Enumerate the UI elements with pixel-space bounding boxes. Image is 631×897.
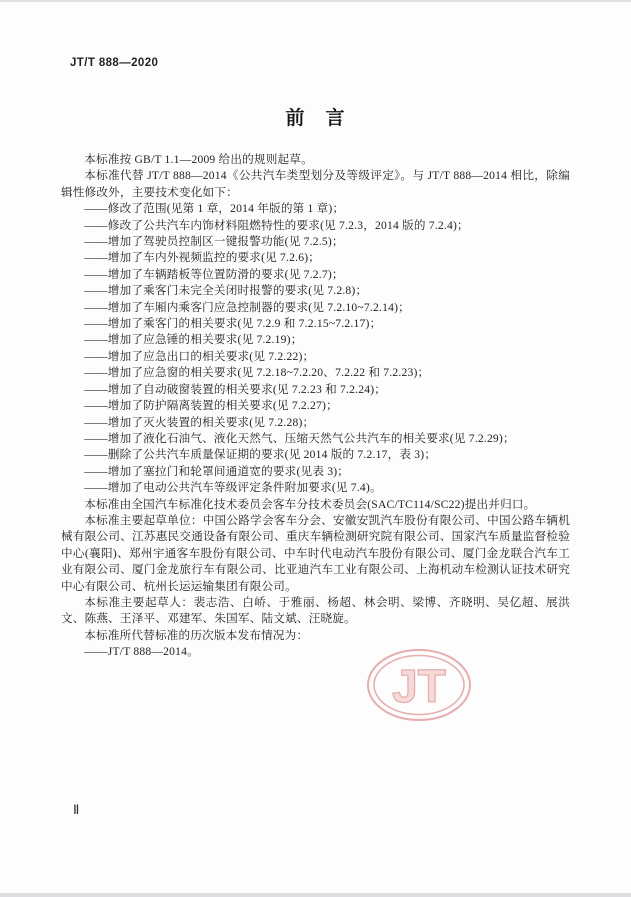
change-list-item: ——增加了车厢内乘客门应急控制器的要求(见 7.2.10~7.2.14)； <box>84 300 410 314</box>
body-paragraph: 本标准主要起草单位：中国公路学会客车分会、安徽安凯汽车股份有限公司、中国公路车辆机械有限公司、江苏惠民交通设备有限公司、重庆车辆检测研究院有限公司、国家汽车质量监督检验中心(襄阳)、郑州宇通客车股份有限公司、中车时代电动汽车股份有限公司、厦门金龙联合汽车工业有限公司、厦门金龙旅行车有限公司、比亚迪汽车工业有限公司、上海机动车检测认证技术研究中心有限公司、杭州长运运输集团有限公司。 <box>61 513 570 593</box>
change-list-item: ——增加了液化石油气、液化天然气、压缩天然气公共汽车的相关要求(见 7.2.29)； <box>84 431 515 445</box>
change-list-item: ——增加了防护隔离装置的相关要求(见 7.2.27)； <box>84 399 338 413</box>
change-list-item: ——增加了应急锤的相关要求(见 7.2.19)； <box>84 333 303 347</box>
change-list-item: ——删除了公共汽车质量保证期的要求(见 2014 版的 7.2.17，表 3)； <box>84 448 437 462</box>
scan-edge-bottom <box>0 893 631 897</box>
page-number: Ⅱ <box>73 802 80 817</box>
intro-paragraph: 本标准代替 JT/T 888—2014《公共汽车类型划分及等级评定》。与 JT/T 888—2014 相比，除编辑性修改外，主要技术变化如下： <box>61 169 570 199</box>
history-item: ——JT/T 888—2014。 <box>84 645 199 659</box>
body-paragraph: 本标准由全国汽车标准化技术委员会客车分技术委员会(SAC/TC114/SC22)提出并归口。 <box>84 497 536 511</box>
jt-watermark-logo <box>366 648 472 726</box>
change-list-item: ——增加了电动公共汽车等级评定条件附加要求(见 7.4)。 <box>84 481 382 495</box>
page-title: 前 言 <box>285 108 346 129</box>
standard-code: JT/T 888—2020 <box>70 57 159 69</box>
change-list-item: ——增加了驾驶员控制区一键报警功能(见 7.2.5)； <box>84 235 344 249</box>
intro-paragraph: 本标准按 GB/T 1.1—2009 给出的规则起草。 <box>84 153 313 166</box>
body-paragraphs <box>61 497 570 645</box>
scan-edge-top <box>0 0 631 2</box>
change-list-item: ——修改了范围(见第 1 章，2014 年版的第 1 章)； <box>84 202 345 216</box>
change-list-item: ——增加了应急出口的相关要求(见 7.2.22)； <box>84 349 315 363</box>
body-paragraph: 本标准所代替标准的历次版本发布情况为： <box>84 628 309 642</box>
change-list-item: ——增加了灭火装置的相关要求(见 7.2.28)； <box>84 415 315 429</box>
change-list-item: ——增加了自动破窗装置的相关要求(见 7.2.23 和 7.2.24)； <box>84 382 387 396</box>
change-list-item: ——增加了乘客门未完全关闭时报警的要求(见 7.2.8)； <box>84 284 368 298</box>
change-list-item: ——增加了塞拉门和轮罩间通道宽的要求(见表 3)； <box>84 464 350 478</box>
change-list-item: ——修改了公共汽车内饰材料阻燃特性的要求(见 7.2.3，2014 版的 7.2.4)； <box>84 218 469 232</box>
foreword-content <box>61 152 570 661</box>
logo-jt-text: JT <box>392 660 446 712</box>
history-list <box>61 644 570 660</box>
intro-paragraphs <box>61 152 570 201</box>
change-list-item: ——增加了应急窗的相关要求(见 7.2.18~7.2.20、7.2.22 和 7.2.23)； <box>84 366 430 380</box>
change-list-item: ——增加了乘客门的相关要求(见 7.2.9 和 7.2.15~7.2.17)； <box>84 317 382 331</box>
body-paragraph: 本标准主要起草人：裴志浩、白峤、于雅丽、杨超、林会明、梁博、齐晓明、吴亿超、展洪文、陈燕、王泽平、邓建军、朱国军、陆文斌、汪晓旋。 <box>61 595 570 626</box>
change-list-item: ——增加了车内外视频监控的要求(见 7.2.6)； <box>84 251 321 265</box>
change-list-item: ——增加了车辆踏板等位置防滑的要求(见 7.2.7)； <box>84 267 344 281</box>
change-list <box>61 201 570 496</box>
